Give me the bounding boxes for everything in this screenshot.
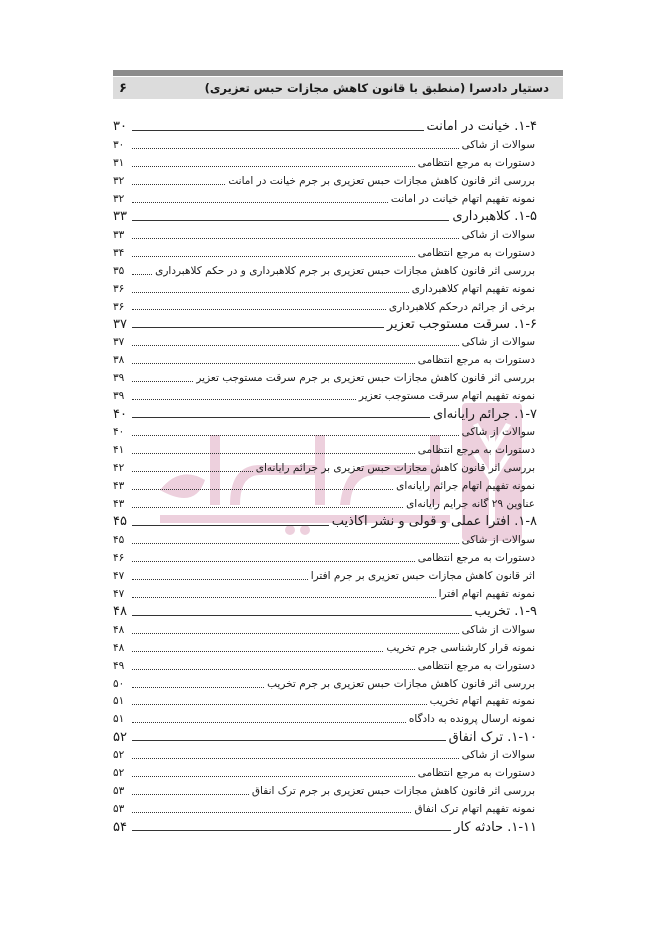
toc-page-number: ۴۰ xyxy=(113,426,125,439)
toc-entry-title: سوالات از شاکی xyxy=(461,228,535,241)
toc-subsection-entry xyxy=(113,369,537,387)
toc-entry-title: نمونه تفهیم اتهام جرائم رایانه‌ای xyxy=(396,480,535,493)
toc-entry-title: عناوین ۲۹ گانه جرایم رایانه‌ای xyxy=(406,497,535,510)
toc-entry-title: نمونه تفهیم اتهام تخریب xyxy=(429,695,535,708)
toc-page-number: ۳۹ xyxy=(113,372,125,385)
toc-page-number: ۵۲ xyxy=(113,729,127,745)
toc-leader-dots xyxy=(132,452,415,454)
toc-subsection-entry xyxy=(113,693,537,711)
toc-entry-title: بررسی اثر قانون کاهش مجازات حبس تعزیری بر جرائم رایانه‌ای xyxy=(255,462,535,475)
toc-entry-title: ۱-۵. کلاهبرداری xyxy=(452,209,537,225)
toc-subsection-entry xyxy=(113,333,537,351)
toc-page-number: ۴۳ xyxy=(113,497,125,510)
toc-entry-title: نمونه ارسال پرونده به دادگاه xyxy=(408,713,535,726)
toc-leader-dots xyxy=(132,560,415,562)
toc-leader-dots xyxy=(132,596,436,598)
toc-leader-dots xyxy=(132,703,427,705)
toc-leader-dots xyxy=(132,183,225,185)
toc-page-number: ۴۹ xyxy=(113,659,125,672)
toc-page-number: ۳۶ xyxy=(113,282,125,295)
toc-subsection-entry xyxy=(113,657,537,675)
toc-page-number: ۵۱ xyxy=(113,713,125,726)
toc-page-number: ۳۵ xyxy=(113,264,125,277)
toc-entry-title: بررسی اثر قانون کاهش مجازات حبس تعزیری بر جرم ترک انفاق xyxy=(251,785,535,798)
toc-section-entry xyxy=(113,208,537,226)
toc-leader-dots xyxy=(132,542,459,544)
toc-entry-title: نمونه قرار کارشناسی جرم تخریب xyxy=(386,641,535,654)
toc-leader-dots xyxy=(132,219,449,221)
toc-page-number: ۴۸ xyxy=(113,604,127,620)
toc-entry-title: سوالات از شاکی xyxy=(461,426,535,439)
running-header xyxy=(113,77,563,99)
toc-page-number: ۴۷ xyxy=(113,569,125,582)
toc-subsection-entry xyxy=(113,351,537,369)
toc-entry-title: نمونه تفهیم اتهام افترا xyxy=(438,587,535,600)
toc-subsection-entry xyxy=(113,621,537,639)
toc-subsection-entry xyxy=(113,764,537,782)
toc-leader-dots xyxy=(132,434,459,436)
toc-leader-dots xyxy=(132,578,308,580)
toc-page-number: ۴۱ xyxy=(113,444,125,457)
toc-entry-title: سوالات از شاکی xyxy=(461,533,535,546)
toc-leader-dots xyxy=(132,668,415,670)
toc-leader-dots xyxy=(132,811,411,813)
toc-leader-dots xyxy=(132,308,386,310)
toc-leader-dots xyxy=(132,291,409,293)
toc-page-number: ۳۳ xyxy=(113,228,125,241)
toc-entry-title: ۱-۸. افترا عملی و قولی و نشر اکاذیب xyxy=(331,514,537,530)
toc-subsection-entry xyxy=(113,136,537,154)
toc-leader-dots xyxy=(132,829,451,831)
toc-entry-title: اثر قانون کاهش مجازات حبس تعزیری بر جرم افترا xyxy=(310,569,535,582)
toc-page-number: ۳۱ xyxy=(113,156,125,169)
toc-page-number: ۵۲ xyxy=(113,767,125,780)
toc-leader-dots xyxy=(132,757,459,759)
toc-page-number: ۳۰ xyxy=(113,138,125,151)
toc-subsection-entry xyxy=(113,675,537,693)
toc-entry-title: دستورات به مرجع انتظامی xyxy=(417,767,535,780)
toc-page-number: ۴۸ xyxy=(113,641,125,654)
toc-page-number: ۴۸ xyxy=(113,623,125,636)
toc-subsection-entry xyxy=(113,495,537,513)
toc-leader-dots xyxy=(132,506,403,508)
toc-leader-dots xyxy=(132,614,472,616)
toc-entry-title: ۱-۱۰. ترک انفاق xyxy=(448,729,537,745)
toc-page-number: ۳۷ xyxy=(113,336,125,349)
toc-entry-title: دستورات به مرجع انتظامی xyxy=(417,156,535,169)
header-rule xyxy=(113,70,563,76)
toc-subsection-entry xyxy=(113,782,537,800)
toc-section-entry xyxy=(113,728,537,746)
toc-section-entry xyxy=(113,118,537,136)
toc-page-number: ۳۳ xyxy=(113,209,127,225)
toc-leader-dots xyxy=(132,201,388,203)
toc-entry-title: برخی از جرائم درحکم کلاهبرداری xyxy=(388,300,535,313)
toc-page-number: ۵۲ xyxy=(113,749,125,762)
toc-subsection-entry xyxy=(113,154,537,172)
toc-page-number: ۳۶ xyxy=(113,300,125,313)
toc-page-number: ۴۵ xyxy=(113,514,127,530)
toc-leader-dots xyxy=(132,380,193,382)
toc-entry-title: سوالات از شاکی xyxy=(461,138,535,151)
toc-subsection-entry xyxy=(113,639,537,657)
toc-leader-dots xyxy=(132,524,329,526)
toc-leader-dots xyxy=(132,775,415,777)
toc-leader-dots xyxy=(132,398,356,400)
toc-subsection-entry xyxy=(113,441,537,459)
toc-entry-title: نمونه تفهیم اتهام سرقت مستوجب تعزیر xyxy=(358,390,535,403)
toc-subsection-entry xyxy=(113,244,537,262)
toc-entry-title: سوالات از شاکی xyxy=(461,336,535,349)
toc-subsection-entry xyxy=(113,459,537,477)
toc-section-entry xyxy=(113,513,537,531)
toc-subsection-entry xyxy=(113,549,537,567)
toc-leader-dots xyxy=(132,362,415,364)
toc-page-number: ۵۰ xyxy=(113,677,125,690)
toc-section-entry xyxy=(113,315,537,333)
toc-page-number: ۴۵ xyxy=(113,533,125,546)
toc-page-number: ۳۴ xyxy=(113,246,125,259)
toc-page-number: ۴۶ xyxy=(113,551,125,564)
toc-leader-dots xyxy=(132,255,415,257)
toc-page-number: ۵۴ xyxy=(113,819,127,835)
toc-subsection-entry xyxy=(113,387,537,405)
toc-page-number: ۵۱ xyxy=(113,695,125,708)
toc-subsection-entry xyxy=(113,280,537,298)
toc-entry-title: نمونه تفهیم اتهام کلاهبرداری xyxy=(411,282,535,295)
toc-subsection-entry xyxy=(113,746,537,764)
toc-leader-dots xyxy=(132,147,459,149)
toc-entry-title: دستورات به مرجع انتظامی xyxy=(417,551,535,564)
toc-subsection-entry xyxy=(113,190,537,208)
page-number: ۶ xyxy=(119,80,127,96)
toc-leader-dots xyxy=(132,739,446,741)
toc-entry-title: نمونه تفهیم اتهام خیانت در امانت xyxy=(390,192,535,205)
toc-leader-dots xyxy=(132,470,253,472)
toc-section-entry xyxy=(113,405,537,423)
toc-subsection-entry xyxy=(113,423,537,441)
toc-leader-dots xyxy=(132,721,406,723)
toc-page-number: ۵۳ xyxy=(113,803,125,816)
toc-subsection-entry xyxy=(113,585,537,603)
toc-subsection-entry xyxy=(113,298,537,316)
toc-subsection-entry xyxy=(113,710,537,728)
toc-page-number: ۴۰ xyxy=(113,406,127,422)
toc-leader-dots xyxy=(132,650,383,652)
toc-leader-dots xyxy=(132,416,430,418)
toc-entry-title: سوالات از شاکی xyxy=(461,623,535,636)
toc-entry-title: دستورات به مرجع انتظامی xyxy=(417,246,535,259)
toc-page-number: ۴۷ xyxy=(113,587,125,600)
toc-leader-dots xyxy=(132,344,459,346)
toc-page-number: ۳۰ xyxy=(113,119,127,135)
toc-entry-title: بررسی اثر قانون کاهش مجازات حبس تعزیری بر جرم تخریب xyxy=(267,677,535,690)
toc-leader-dots xyxy=(132,632,459,634)
toc-page-number: ۵۳ xyxy=(113,785,125,798)
toc-entry-title: ۱-۴. خیانت در امانت xyxy=(426,119,537,135)
toc-leader-dots xyxy=(132,165,415,167)
toc-entry-title: ۱-۷. جرائم رایانه‌ای xyxy=(433,406,537,422)
toc-subsection-entry xyxy=(113,262,537,280)
toc-entry-title: ۱-۹. تخریب xyxy=(474,604,537,620)
toc-entry-title: نمونه تفهیم اتهام ترک انفاق xyxy=(414,803,535,816)
toc-entry-title: دستورات به مرجع انتظامی xyxy=(417,444,535,457)
toc-leader-dots xyxy=(132,793,249,795)
toc-section-entry xyxy=(113,603,537,621)
toc-page-number: ۳۸ xyxy=(113,354,125,367)
toc-leader-dots xyxy=(132,488,393,490)
toc-entry-title: بررسی اثر قانون کاهش مجازات حبس تعزیری بر جرم کلاهبرداری و در حکم کلاهبرداری xyxy=(155,264,535,277)
toc-leader-dots xyxy=(132,273,152,275)
toc-leader-dots xyxy=(132,237,459,239)
toc-subsection-entry xyxy=(113,567,537,585)
toc-page-number: ۳۲ xyxy=(113,174,125,187)
toc-entry-title: بررسی اثر قانون کاهش مجازات حبس تعزیری بر جرم سرقت مستوجب تعزیر xyxy=(196,372,535,385)
toc-entry-title: سوالات از شاکی xyxy=(461,749,535,762)
toc-page-number: ۳۷ xyxy=(113,316,127,332)
toc-page-number: ۴۲ xyxy=(113,462,125,475)
toc-page-number: ۴۳ xyxy=(113,480,125,493)
toc-entry-title: دستورات به مرجع انتظامی xyxy=(417,659,535,672)
toc-entry-title: ۱-۶. سرقت مستوجب تعزیر xyxy=(386,316,537,332)
toc-subsection-entry xyxy=(113,477,537,495)
toc-leader-dots xyxy=(132,686,264,688)
toc-subsection-entry xyxy=(113,226,537,244)
toc-subsection-entry xyxy=(113,800,537,818)
toc-leader-dots xyxy=(132,129,424,131)
toc-entry-title: دستورات به مرجع انتظامی xyxy=(417,354,535,367)
toc-subsection-entry xyxy=(113,531,537,549)
running-title: دستیار دادسرا (منطبق با قانون کاهش مجازات حبس تعزیری) xyxy=(204,81,549,95)
table-of-contents xyxy=(113,118,537,836)
toc-leader-dots xyxy=(132,326,384,328)
toc-entry-title: ۱-۱۱. حادثه کار xyxy=(454,819,537,835)
toc-section-entry xyxy=(113,818,537,836)
toc-page-number: ۳۹ xyxy=(113,390,125,403)
toc-entry-title: بررسی اثر قانون کاهش مجازات حبس تعزیری بر جرم خیانت در امانت xyxy=(228,174,535,187)
toc-page-number: ۳۲ xyxy=(113,192,125,205)
toc-subsection-entry xyxy=(113,172,537,190)
